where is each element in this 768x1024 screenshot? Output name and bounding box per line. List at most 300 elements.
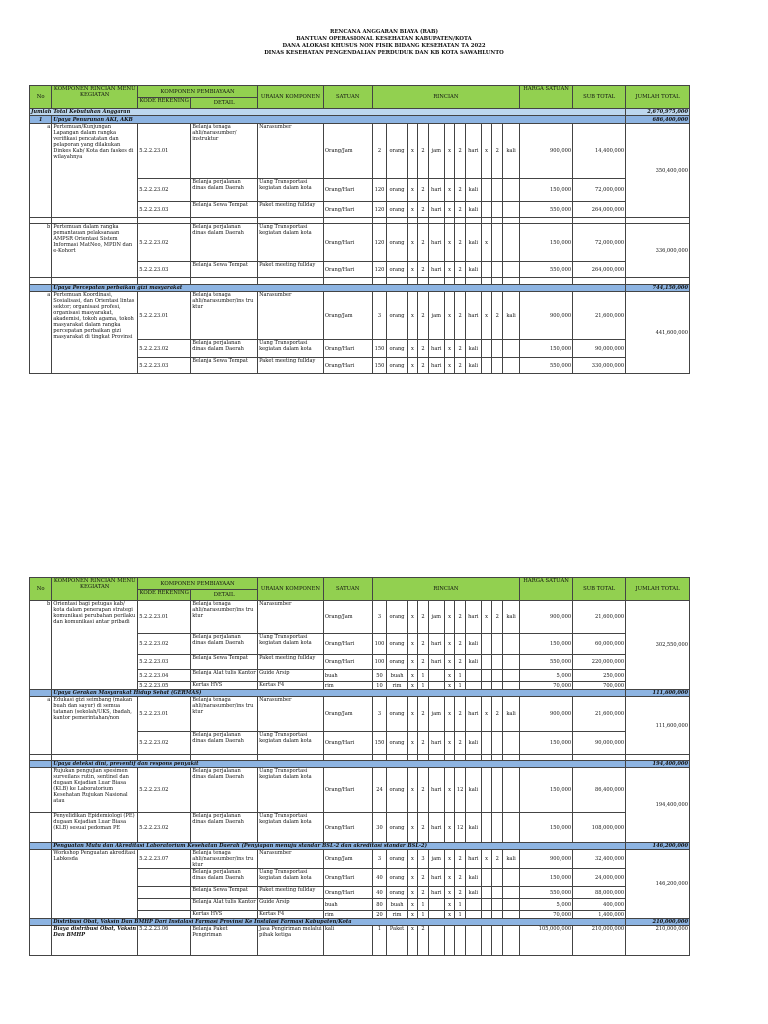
empty-cell [492,278,503,285]
rincian-cell: hari [428,358,444,374]
budget-row [30,601,690,634]
satuan: Orang/Hari [323,202,372,218]
rincian-cell: 2 [418,655,429,670]
title-line-3: DANA ALOKASI KHUSUS NON FISIK BIDANG KESEHATAN TA 2022 [282,43,486,49]
rincian-cell [465,899,481,911]
sub-total: 330,000,000 [573,358,626,374]
rincian-cell: x [444,601,455,634]
rincian-cell: jam [428,124,444,179]
rincian-cell: orang [387,869,407,887]
rincian-cell: x [444,813,455,843]
title-line-1: RENCANA ANGGARAN BIAYA (RAB) [330,29,438,35]
rincian-cell: 2 [455,869,466,887]
section-label: Upaya Gerakan Masyarakat Hidup Sehat (GERMAS) [52,690,626,697]
section-number [30,761,52,768]
rincian-cell: orang [387,202,407,218]
kode-rekening: 5.2.2.23.02 [138,340,191,358]
sub-total: 14,400,000 [573,124,626,179]
rincian-cell: 12 [455,768,466,813]
rincian-cell: kali [465,262,481,278]
rincian-cell: 2 [492,124,503,179]
rincian-cell: x [444,869,455,887]
empty-cell [626,278,690,285]
activity-marker: b [30,224,52,278]
rincian-cell: 2 [418,926,429,956]
kode-rekening: 5.2.2.23.07 [138,850,191,869]
rincian-cell [428,670,444,682]
rincian-cell [492,634,503,655]
section-label: Distribusi Obat, Vaksin Dan BMHP Dari Instalasi Farmasi Provinsi Ke Instalasi Farmasi Kabupaten/Kota [52,919,626,926]
rincian-cell [465,670,481,682]
rincian-cell: 2 [455,292,466,340]
rincian-cell: x [407,634,418,655]
rincian-cell [492,732,503,755]
section-row [30,919,690,926]
satuan: buah [323,899,372,911]
detail: Belanja perjalanan dinas dalam Daerah [191,813,258,843]
rincian-cell: 120 [372,179,387,202]
rincian-cell: x [407,655,418,670]
detail: Belanja Paket Pengiriman [191,926,258,956]
harga-satuan: 550,000 [520,262,573,278]
rincian-cell: 2 [455,202,466,218]
jumlah-total: 302,550,000 [626,601,690,690]
header-rincian: RINCIAN [372,86,519,109]
budget-row [30,697,690,732]
empty-cell [428,278,444,285]
rincian-cell: x [407,601,418,634]
uraian-komponen: Paket meeting fullday [258,887,324,899]
rincian-cell [492,340,503,358]
rincian-cell: kali [465,813,481,843]
rincian-cell: x [407,202,418,218]
activity-description: Pertemuan dalam rangka pemantauan pelaksanaan AMPSR Orientasi Sistem Informasi MatNeo, MPDN dan e-Kohort [52,224,138,278]
rincian-cell: kali [465,887,481,899]
section-label: Jumlah Total Kebutuhan Anggaran [30,109,626,116]
rincian-cell: jam [428,850,444,869]
rincian-cell: orang [387,601,407,634]
header-detail: DETAIL [191,590,258,601]
kode-rekening: 5.2.2.23.02 [138,813,191,843]
detail: Belanja perjalanan dinas dalam Daerah [191,732,258,755]
header-no: No [30,86,52,109]
rincian-cell [455,926,466,956]
rincian-cell [502,682,519,690]
rincian-cell [492,899,503,911]
activity-marker: a [30,292,52,374]
rincian-cell: 2 [455,655,466,670]
rincian-cell: x [407,926,418,956]
rincian-cell: x [407,697,418,732]
rincian-cell: 1 [455,670,466,682]
header-uraian-komponen: URAIAN KOMPONEN [258,86,324,109]
rincian-cell: x [407,179,418,202]
satuan: Orang/Hari [323,869,372,887]
sub-total: 220,000,000 [573,655,626,670]
kode-rekening [138,869,191,887]
rincian-cell [492,224,503,262]
rincian-cell: 150 [372,732,387,755]
empty-cell [372,278,387,285]
satuan: buah [323,670,372,682]
sub-total: 60,000,000 [573,634,626,655]
kode-rekening: 5.2.2.23.03 [138,202,191,218]
activity-description: Edukasi gizi seimbang (makan buah dan sayur) di semua tatanan (sekolah/UKS, ibadah, kantor pemerintahan/non [52,697,138,755]
rincian-cell: kali [465,358,481,374]
kode-rekening [138,899,191,911]
rincian-cell: x [407,887,418,899]
rincian-cell [481,899,492,911]
rincian-cell: rim [387,911,407,919]
rincian-cell [502,732,519,755]
rincian-cell: hari [465,850,481,869]
uraian-komponen: Narasumber [258,850,324,869]
section-number [30,690,52,697]
harga-satuan: 150,000 [520,732,573,755]
rincian-cell: x [407,732,418,755]
budget-row [30,292,690,340]
rincian-cell: jam [428,292,444,340]
rincian-cell [481,670,492,682]
header-harga-satuan: HARGA SATUAN [520,578,573,601]
rincian-cell [481,655,492,670]
rincian-cell: x [407,899,418,911]
title-line-4: DINAS KESEHATAN PENGENDALIAN PERDUDUK DAN KB KOTA SAWAHLUNTO [264,50,504,56]
sub-total: 21,600,000 [573,601,626,634]
harga-satuan: 550,000 [520,202,573,218]
empty-cell [481,278,492,285]
section-number [30,843,52,850]
rincian-cell: orang [387,179,407,202]
section-total: 686,400,000 [626,116,690,124]
rincian-cell [502,202,519,218]
rincian-cell: 2 [418,601,429,634]
rincian-cell: jam [428,697,444,732]
harga-satuan: 150,000 [520,224,573,262]
rincian-cell: 150 [372,358,387,374]
detail: Belanja perjalanan dinas dalam Daerah [191,179,258,202]
rincian-cell: x [407,262,418,278]
rincian-cell: 2 [455,697,466,732]
rincian-cell: x [444,697,455,732]
rincian-cell: x [444,179,455,202]
rincian-cell: x [407,358,418,374]
rincian-cell: orang [387,634,407,655]
rincian-cell: hari [428,655,444,670]
sub-total: 400,000 [573,899,626,911]
section-row [30,843,690,850]
uraian-komponen: Narasumber [258,124,324,179]
rincian-cell: hari [428,262,444,278]
detail: Belanja tenaga ahli/narasumber/ins tru ktur [191,697,258,732]
rincian-cell: buah [387,899,407,911]
rincian-cell: hari [428,224,444,262]
rincian-cell: x [444,682,455,690]
kode-rekening: 5.2.2.23.05 [138,682,191,690]
kode-rekening: 5.2.2.23.02 [138,768,191,813]
rincian-cell: 2 [418,202,429,218]
harga-satuan: 150,000 [520,768,573,813]
uraian-komponen: Uang Transportasi kegiatan dalam kota [258,768,324,813]
uraian-komponen: Paket meeting fullday [258,358,324,374]
detail: Belanja perjalanan dinas dalam Daerah [191,340,258,358]
rincian-cell: hari [428,340,444,358]
sub-total: 24,000,000 [573,869,626,887]
uraian-komponen: Kertas F4 [258,682,324,690]
satuan: Orang/Hari [323,340,372,358]
sub-total: 72,000,000 [573,179,626,202]
row-number [30,813,52,843]
rincian-cell: 2 [418,887,429,899]
satuan: Orang/Hari [323,655,372,670]
rincian-cell: 40 [372,887,387,899]
jumlah-total: 210,000,000 [626,926,690,956]
rincian-cell: 2 [418,124,429,179]
kode-rekening: 5.2.2.23.02 [138,634,191,655]
rincian-cell: 2 [418,179,429,202]
rincian-cell [502,655,519,670]
rincian-cell: 12 [455,813,466,843]
kode-rekening: 5.2.2.23.01 [138,697,191,732]
rincian-cell: 2 [455,262,466,278]
rincian-cell: 120 [372,262,387,278]
rincian-cell [481,340,492,358]
rincian-cell [481,732,492,755]
rincian-cell: orang [387,887,407,899]
activity-description: Pertemuan Koordinasi, Sosialisasi, dan Orientasi lintas sektor; organisasi profesi, organisasi masyarakat, akademisi, tokoh agama, tokoh masyarakat dalam rangka percepatan perbaikan gizi masyarakat di tingkat Provinsi [52,292,138,374]
rincian-cell: x [444,340,455,358]
rincian-cell: x [481,850,492,869]
rincian-cell: x [407,224,418,262]
satuan: Orang/Hari [323,262,372,278]
uraian-komponen: Narasumber [258,601,324,634]
rincian-cell: jam [428,601,444,634]
empty-cell [258,278,324,285]
rincian-cell: orang [387,850,407,869]
rincian-cell: 1 [418,682,429,690]
rincian-cell: 2 [418,732,429,755]
uraian-komponen: Paket meeting fullday [258,202,324,218]
section-total: 744,150,000 [626,285,690,292]
section-total: 111,600,000 [626,690,690,697]
rincian-cell [492,682,503,690]
section-row [30,761,690,768]
rab-table-page-2 [29,577,690,956]
rincian-cell: 2 [418,224,429,262]
detail: Belanja perjalanan dinas dalam Daerah [191,869,258,887]
rincian-cell: x [444,634,455,655]
detail: Belanja Sewa Tempat [191,358,258,374]
harga-satuan: 70,000 [520,911,573,919]
satuan: Orang/Jam [323,601,372,634]
uraian-komponen: Narasumber [258,292,324,340]
harga-satuan: 900,000 [520,292,573,340]
detail: Belanja perjalanan dinas dalam Daerah [191,634,258,655]
satuan: Orang/Hari [323,179,372,202]
header-satuan: SATUAN [323,86,372,109]
detail: Belanja Sewa Tempat [191,262,258,278]
header-jumlah-total: JUMLAH TOTAL [626,578,690,601]
jumlah-total: 350,400,000 [626,124,690,218]
rincian-cell [492,670,503,682]
rincian-cell [481,813,492,843]
sub-total: 90,000,000 [573,732,626,755]
rincian-cell [428,899,444,911]
harga-satuan: 70,000 [520,682,573,690]
harga-satuan: 900,000 [520,601,573,634]
activity-description: Orientasi bagi petugas kab/ kota dalam penerapan strategi komunikasi perubahan perilaku dan komunikasi antar pribadi [52,601,138,690]
activity-description: Pertemuan/Kunjungan Lapangan dalam rangka verifikasi pencatatan dan pelaporan yang dilakukan Dinkes Kab/ Kota dan faskes di wilayahnya [52,124,138,218]
rincian-cell: hari [428,634,444,655]
rincian-cell: hari [465,697,481,732]
rincian-cell: x [444,655,455,670]
rincian-cell: 2 [455,732,466,755]
header-kode-rekening: KODE REKENING [138,590,191,601]
section-total: 194,400,000 [626,761,690,768]
rincian-cell: 2 [455,634,466,655]
rincian-cell: 2 [418,358,429,374]
rincian-cell [492,202,503,218]
rincian-cell: 3 [372,697,387,732]
rincian-cell [481,768,492,813]
rincian-cell: orang [387,358,407,374]
rincian-cell: x [444,768,455,813]
rincian-cell: 2 [455,124,466,179]
rincian-cell: x [407,869,418,887]
rincian-cell: 2 [418,697,429,732]
harga-satuan: 150,000 [520,179,573,202]
rincian-cell: 2 [372,124,387,179]
rincian-cell [492,262,503,278]
sub-total: 21,600,000 [573,292,626,340]
kode-rekening: 5.2.2.23.06 [138,926,191,956]
uraian-komponen: Guide Arsip [258,899,324,911]
rincian-cell: x [481,292,492,340]
sub-total: 264,000,000 [573,202,626,218]
rincian-cell: x [444,262,455,278]
rincian-cell: x [444,670,455,682]
uraian-komponen: Paket meeting fullday [258,262,324,278]
kode-rekening: 5.2.2.23.02 [138,732,191,755]
rincian-cell: 2 [418,340,429,358]
rincian-cell: kali [465,768,481,813]
rincian-cell: orang [387,655,407,670]
sub-total: 90,000,000 [573,340,626,358]
rincian-cell: x [444,850,455,869]
rincian-cell [502,262,519,278]
rincian-cell [492,768,503,813]
empty-cell [138,278,191,285]
rincian-cell [502,768,519,813]
harga-satuan: 105,000,000 [520,926,573,956]
rincian-cell [481,911,492,919]
rincian-cell: 3 [418,850,429,869]
section-row [30,285,690,292]
empty-cell [520,278,573,285]
header-kode-rekening: KODE REKENING [138,98,191,109]
rincian-cell [481,262,492,278]
harga-satuan: 900,000 [520,697,573,732]
rincian-cell: 2 [455,601,466,634]
rincian-cell: 1 [418,911,429,919]
header-no: No [30,578,52,601]
rincian-cell [502,670,519,682]
uraian-komponen: Uang Transportasi kegiatan dalam kota [258,869,324,887]
rincian-cell: 1 [418,670,429,682]
rincian-cell: 150 [372,340,387,358]
uraian-komponen: Guide Arsip [258,670,324,682]
budget-row [30,224,690,262]
rincian-cell: 50 [372,670,387,682]
activity-marker: a [30,697,52,755]
satuan: Orang/Jam [323,697,372,732]
header-rincian: RINCIAN [372,578,519,601]
kode-rekening: 5.2.2.23.02 [138,179,191,202]
empty-cell [455,278,466,285]
satuan: rim [323,682,372,690]
rincian-cell [444,926,455,956]
rincian-cell: x [444,292,455,340]
section-number [30,919,52,926]
sub-total: 21,600,000 [573,697,626,732]
rincian-cell [502,358,519,374]
rincian-cell: x [407,911,418,919]
empty-cell [30,278,52,285]
kode-rekening: 5.2.2.23.03 [138,655,191,670]
uraian-komponen: Kertas F4 [258,911,324,919]
harga-satuan: 550,000 [520,358,573,374]
rincian-cell: kali [502,697,519,732]
rincian-cell: x [444,887,455,899]
rincian-cell: orang [387,340,407,358]
sub-total: 250,000 [573,670,626,682]
budget-row [30,768,690,813]
satuan: Orang/Jam [323,124,372,179]
rincian-cell: 2 [418,634,429,655]
rincian-cell: kali [502,601,519,634]
rincian-cell: kali [465,869,481,887]
rincian-cell: orang [387,732,407,755]
rincian-cell [492,358,503,374]
kode-rekening [138,911,191,919]
kode-rekening [138,887,191,899]
rincian-cell: x [407,670,418,682]
rincian-cell: kali [465,340,481,358]
rincian-cell: x [444,899,455,911]
rincian-cell: x [481,124,492,179]
title-line-2: BANTUAN OPERASIONAL KESEHATAN KABUPATEN/KOTA [296,36,472,42]
rincian-cell: 2 [492,850,503,869]
harga-satuan: 150,000 [520,634,573,655]
rincian-cell: x [444,911,455,919]
rincian-cell: 3 [372,292,387,340]
rincian-cell: kali [465,655,481,670]
header-satuan: SATUAN [323,578,372,601]
detail: Belanja Alat tulis Kantor [191,670,258,682]
harga-satuan: 150,000 [520,340,573,358]
rincian-cell [502,634,519,655]
rincian-cell: 2 [455,224,466,262]
detail: Kertas HVS [191,682,258,690]
rincian-cell [502,813,519,843]
detail: Belanja tenaga ahli/narasumber/ instruktur [191,124,258,179]
rincian-cell [502,340,519,358]
budget-row [30,850,690,869]
sub-total: 88,000,000 [573,887,626,899]
rincian-cell: x [407,682,418,690]
harga-satuan: 550,000 [520,655,573,670]
rincian-cell [492,887,503,899]
